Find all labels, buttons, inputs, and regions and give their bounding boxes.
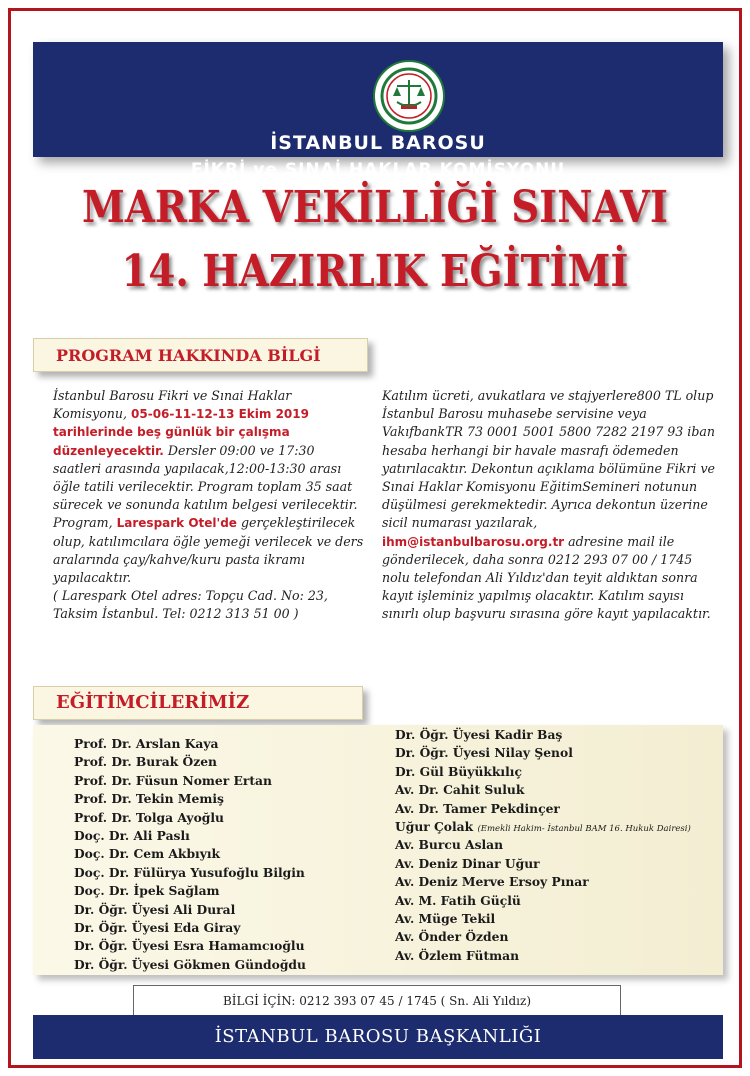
header-banner	[33, 42, 723, 180]
venue-address: ( Larespark Otel adres: Topçu Cad. No: 23, Taksim İstanbul. Tel: 0212 313 51 00 )	[53, 588, 328, 622]
list-item: Av. Müge Tekil	[395, 910, 496, 926]
list-item-name: Uğur Çolak	[395, 818, 474, 834]
program-catering: gerçekleştirilecek olup, katılımcılara öğle yemeği verilecek ve ders aralarında çay/kahve/kuru pasta ikramı yapılacaktır.	[53, 515, 364, 586]
contact-phone: 0212 393 07 45 / 1745 ( Sn. Ali Yıldız)	[295, 994, 532, 1008]
list-item: Av. Dr. Tamer Pekdinçer	[395, 800, 560, 816]
list-item: Prof. Dr. Tolga Ayoğlu	[74, 809, 224, 825]
registration-info	[382, 387, 722, 624]
header-org-name: İSTANBUL BAROSU	[270, 132, 486, 154]
list-item: Av. Deniz Merve Ersoy Pınar	[395, 874, 589, 890]
list-item: Av. Burcu Aslan	[395, 837, 504, 853]
list-item: Av. Deniz Dinar Uğur	[395, 855, 540, 871]
list-item: Dr. Öğr. Üyesi Gökmen Gündoğdu	[74, 956, 306, 972]
list-item-note: (Emekli Hakim- İstanbul BAM 16. Hukuk Dairesi)	[477, 823, 691, 834]
list-item: Prof. Dr. Füsun Nomer Ertan	[74, 772, 272, 788]
page-subtitle: 14. HAZIRLIK EĞİTİMİ	[121, 246, 629, 297]
list-item: Prof. Dr. Tekin Memiş	[74, 791, 224, 807]
page-title: MARKA VEKİLLİĞİ SINAVI	[81, 182, 669, 233]
list-item: Av. Önder Özden	[395, 929, 509, 945]
contact-info-bar	[133, 985, 621, 1015]
trainers-list-right	[395, 726, 725, 965]
program-dates: 05-06-11-12-13 Ekim 2019 tarihlerinde beş günlük bir çalışma düzenleyecektir.	[53, 407, 309, 458]
header-commission-name: FİKRİ ve SINAİ HAKLAR KOMİSYONU	[190, 160, 566, 180]
list-item: Prof. Dr. Burak Özen	[74, 754, 217, 770]
list-item	[395, 818, 725, 836]
list-item: Prof. Dr. Arslan Kaya	[74, 736, 219, 751]
list-item: Dr. Öğr. Üyesi Eda Giray	[74, 919, 241, 935]
list-item: Doç. Dr. Fülürya Yusufoğlu Bilgin	[74, 864, 305, 880]
list-item: Doç. Dr. Ali Paslı	[74, 827, 190, 843]
list-item: Dr. Öğr. Üyesi Ali Dural	[74, 901, 236, 917]
list-item: Av. Dr. Cahit Suluk	[395, 782, 525, 798]
contact-label: BİLGİ İÇİN:	[222, 994, 296, 1008]
list-item: Dr. Öğr. Üyesi Esra Hamamcıoğlu	[74, 938, 305, 954]
list-item: Av. M. Fatih Güçlü	[395, 892, 521, 908]
program-intro: İstanbul Barosu Fikri ve Sınai Haklar Komisyonu,	[53, 388, 292, 422]
bar-association-seal-icon	[373, 60, 445, 132]
list-item: Dr. Öğr. Üyesi Kadir Baş	[395, 727, 563, 742]
footer-banner: İSTANBUL BAROSU BAŞKANLIĞI	[33, 1015, 723, 1059]
list-item: Doç. Dr. İpek Sağlam	[74, 883, 220, 899]
contact-email-link[interactable]: ihm@istanbulbarosu.org.tr	[382, 534, 565, 549]
program-venue: Larespark Otel'de	[116, 516, 237, 531]
registration-confirmation: adresine mail ile gönderilecek, daha sonra 0212 293 07 00 / 1745 nolu telefondan Ali Yıldız'dan teyit aldıktan sonra kayıt işleminiz yapılmış olacaktır. Katılım sayısı sınırlı olup başvuru sırasına göre kayıt yapılacaktır.	[382, 533, 711, 622]
program-heading: PROGRAM HAKKINDA BİLGİ	[33, 338, 368, 372]
list-item: Av. Özlem Fütman	[395, 947, 520, 963]
list-item: Dr. Öğr. Üyesi Nilay Şenol	[395, 745, 573, 761]
program-schedule: Dersler 09:00 ve 17:30 saatleri arasında yapılacak,12:00-13:30 arası öğle tatili verilecektir. Program toplam 35 saat sürecek ve sonunda katılım belgesi verilecektir. Program,	[53, 442, 358, 531]
registration-fee: Katılım ücreti, avukatlara ve stajyerlere800 TL olup İstanbul Barosu muhasebe servisine veya VakıfbankTR 73 0001 5001 5800 7282 2197 93 iban hesaba herhangi bir havale masrafı ödemeden yatırılacaktır. Dekontun açıklama bölümüne Fikri ve Sınai Haklar Komisyonu EğitimSemineri notunun düşülmesi gerekmektedir. Ayrıca dekontun üzerine sicil numarası yazılarak,	[382, 388, 716, 531]
program-description	[53, 387, 365, 624]
list-item: Dr. Gül Büyükkılıç	[395, 763, 522, 779]
trainers-heading: EĞİTİMCİLERİMİZ	[33, 686, 363, 720]
list-item: Doç. Dr. Cem Akbıyık	[74, 846, 221, 862]
trainers-list-left	[74, 735, 374, 974]
